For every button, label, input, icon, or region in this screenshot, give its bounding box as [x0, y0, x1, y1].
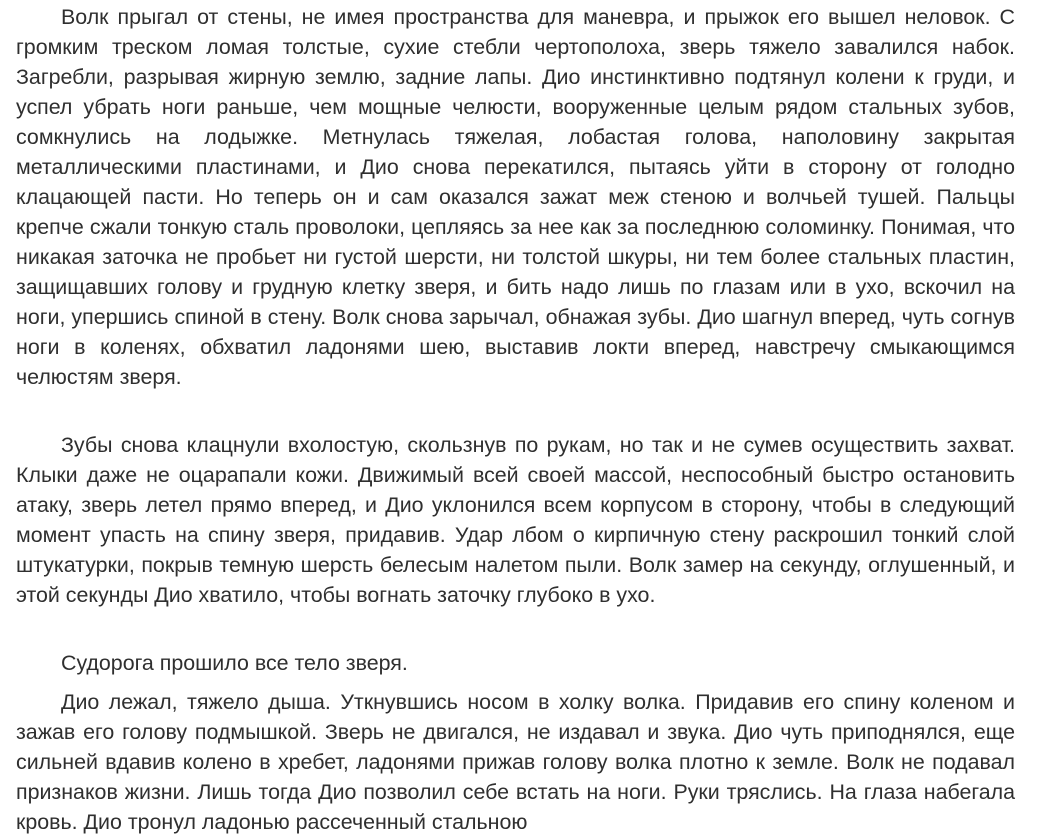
paragraph-2: Зубы снова клацнули вхолостую, скользнув по рукам, но так и не сумев осуществить захват. Клыки даже не оцарапали кожи. Движимый всей своей массой, неспособный быстро остановить атаку, зверь летел прямо вперед, и Дио уклонился всем корпусом в сторону, чтобы в следующий момент упасть на спину зверя, придавив. Удар лбом о кирпичную стену раскрошил тонкий слой штукатурки, покрыв темную шерсть белесым налетом пыли. Волк замер на секунду, оглушенный, и этой секунды Дио хватило, чтобы вогнать заточку глубоко в ухо. — [16, 433, 1015, 607]
paragraph-4: Дио лежал, тяжело дыша. Уткнувшись носом в холку волка. Придавив его спину коленом и зажав его голову подмышкой. Зверь не двигался, не издавал и звука. Дио чуть приподнялся, еще сильней вдавив колено в хребет, ладонями прижав голову волка плотно к земле. Волк не подавал признаков жизни. Лишь тогда Дио позволил себе встать на ноги. Руки тряслись. На глаза набегала кровь. Дио тронул ладонью рассеченный стальною — [16, 690, 1015, 834]
paragraph-1: Волк прыгал от стены, не имея пространства для маневра, и прыжок его вышел неловок. С громким треском ломая толстые, сухие стебли чертополоха, зверь тяжело завалился набок. Загребли, разрывая жирную землю, задние лапы. Дио инстинктивно подтянул колени к груди, и успел убрать ноги раньше, чем мощные челюсти, вооруженные целым рядом стальных зубов, сомкнулись на лодыжке. Метнулась тяжелая, лобастая голова, наполовину закрытая металлическими пластинами, и Дио снова перекатился, пытаясь уйти в сторону от голодно клацающей пасти. Но теперь он и сам оказался зажат меж стеною и волчьей тушей. Пальцы крепче сжали тонкую сталь проволоки, цепляясь за нее как за последнюю соломинку. Понимая, что никакая заточка не пробьет ни густой шерсти, ни толстой шкуры, ни тем более стальных пластин, защищавших голову и грудную клетку зверя, и бить надо лишь по глазам или в ухо, вскочил на ноги, упершись спиной в стену. Волк снова зарычал, обнажая зубы. Дио шагнул вперед, чуть согнув ноги в коленях, обхватил ладонями шею, выставив локти вперед, навстречу смыкающимся челюстям зверя. — [16, 5, 1015, 389]
paragraph-3: Судорога прошило все тело зверя. — [61, 651, 408, 675]
